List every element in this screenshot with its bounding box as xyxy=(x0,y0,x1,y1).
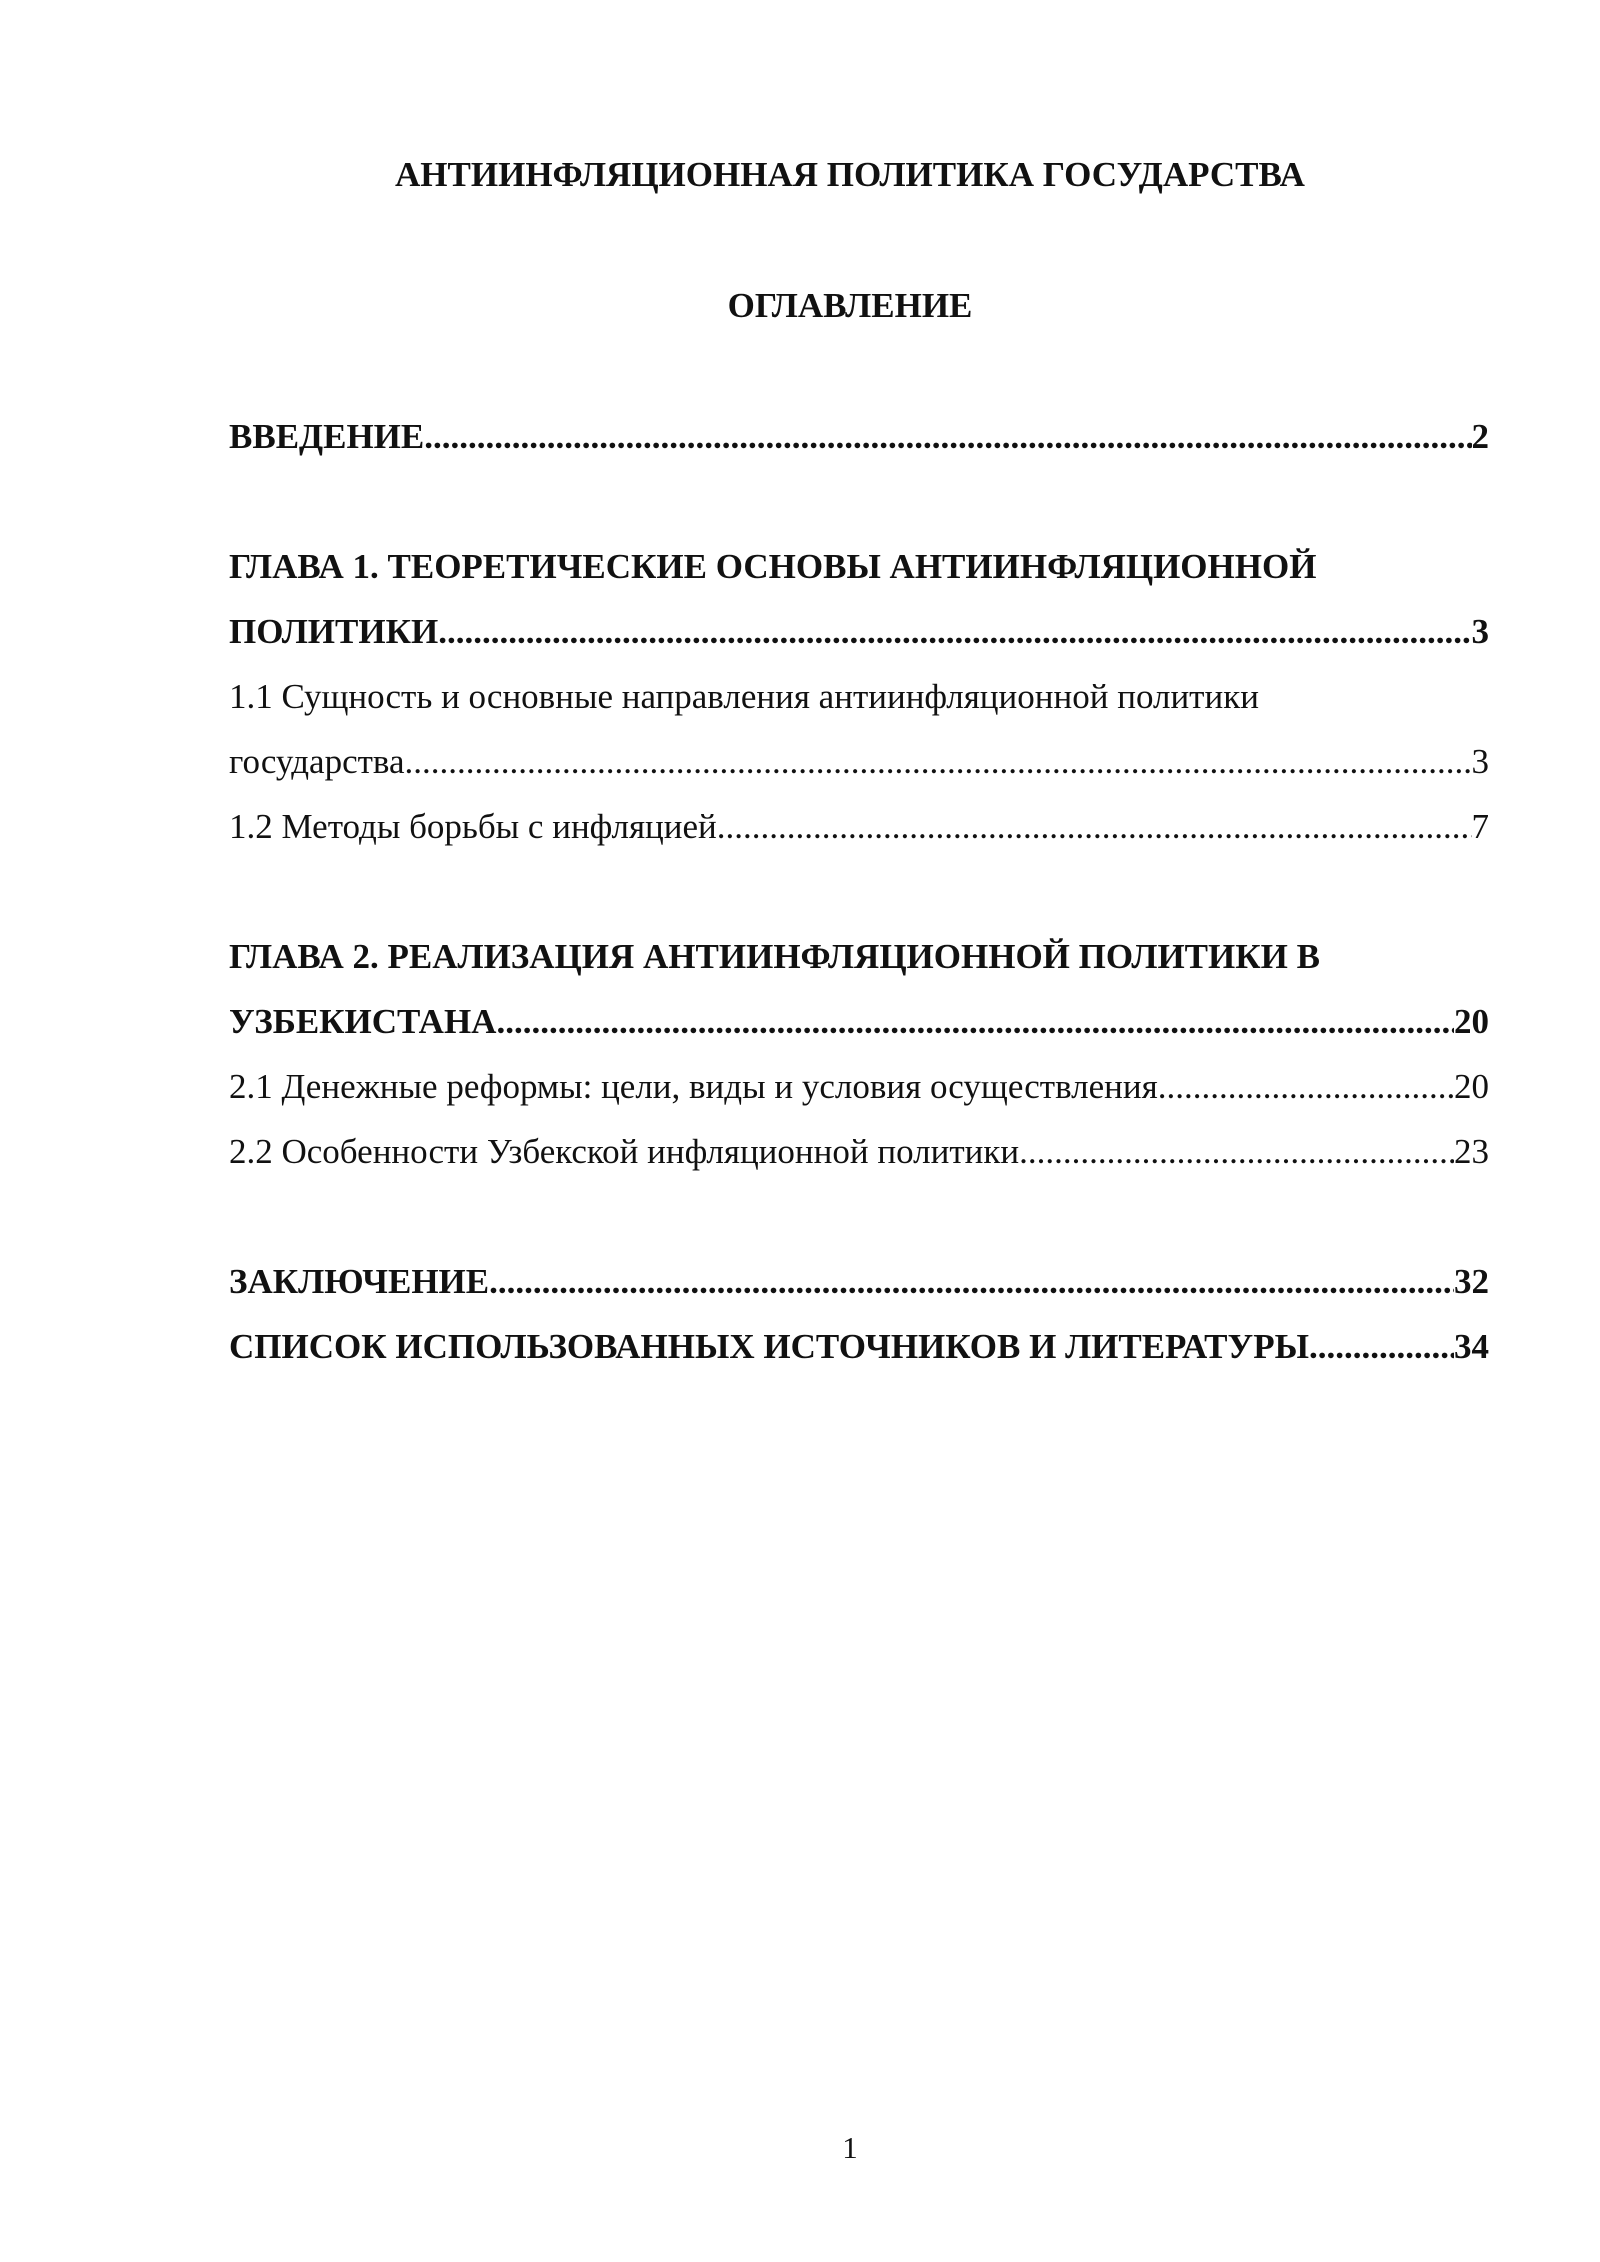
toc-heading: ОГЛАВЛЕНИЕ xyxy=(727,286,973,325)
dot-leader xyxy=(717,794,1472,859)
toc-page-number: 2 xyxy=(1471,417,1489,456)
dot-leader xyxy=(438,599,1471,664)
toc-page-number: 34 xyxy=(1454,1327,1489,1366)
toc-entry-section-1-1[interactable] xyxy=(229,729,1489,794)
toc-entry-introduction[interactable] xyxy=(229,404,1489,469)
dot-leader xyxy=(1019,1119,1454,1184)
spacer xyxy=(229,859,1489,924)
table-of-contents xyxy=(229,404,1489,1379)
toc-entry-label: ВВЕДЕНИЕ xyxy=(229,417,425,456)
dot-leader xyxy=(1158,1054,1454,1119)
toc-entry-label: ГЛАВА 1. ТЕОРЕТИЧЕСКИЕ ОСНОВЫ АНТИИНФЛЯЦИОННОЙ xyxy=(229,547,1317,586)
dot-leader xyxy=(424,404,1471,469)
toc-entry-section-1-1-line-1[interactable] xyxy=(229,664,1489,729)
toc-entry-label: ЗАКЛЮЧЕНИЕ xyxy=(229,1262,490,1301)
toc-entry-label: 1.1 Сущность и основные направления антиинфляционной политики xyxy=(229,677,1259,716)
toc-page-number: 20 xyxy=(1454,1067,1489,1106)
toc-page-number: 3 xyxy=(1471,612,1489,651)
toc-entry-section-2-1[interactable] xyxy=(229,1054,1489,1119)
toc-page-number: 7 xyxy=(1471,807,1489,846)
toc-entry-label: ПОЛИТИКИ xyxy=(229,612,439,651)
toc-entry-conclusion[interactable] xyxy=(229,1249,1489,1314)
toc-entry-label: государства xyxy=(229,742,405,781)
page-number: 1 xyxy=(842,2130,858,2165)
toc-page-number: 20 xyxy=(1454,1002,1489,1041)
toc-page-number: 23 xyxy=(1454,1132,1489,1171)
spacer xyxy=(229,1184,1489,1249)
toc-page-number: 32 xyxy=(1454,1262,1489,1301)
toc-entry-chapter-2[interactable] xyxy=(229,989,1489,1054)
toc-entry-chapter-2-line-1[interactable] xyxy=(229,924,1489,989)
toc-entry-references[interactable] xyxy=(229,1314,1489,1379)
dot-leader xyxy=(496,989,1454,1054)
toc-entry-section-2-2[interactable] xyxy=(229,1119,1489,1184)
toc-entry-label: ГЛАВА 2. РЕАЛИЗАЦИЯ АНТИИНФЛЯЦИОННОЙ ПОЛИТИКИ В xyxy=(229,937,1320,976)
spacer xyxy=(229,469,1489,534)
toc-entry-label: СПИСОК ИСПОЛЬЗОВАННЫХ ИСТОЧНИКОВ И ЛИТЕРАТУРЫ xyxy=(229,1327,1309,1366)
toc-entry-label: 1.2 Методы борьбы с инфляцией xyxy=(229,807,717,846)
toc-entry-label: УЗБЕКИСТАНА xyxy=(229,1002,497,1041)
toc-page-number: 3 xyxy=(1471,742,1489,781)
toc-entry-section-1-2[interactable] xyxy=(229,794,1489,859)
dot-leader xyxy=(405,729,1472,794)
toc-entry-chapter-1[interactable] xyxy=(229,599,1489,664)
toc-entry-label: 2.1 Денежные реформы: цели, виды и условия осуществления xyxy=(229,1067,1158,1106)
toc-entry-chapter-1-line-1[interactable] xyxy=(229,534,1489,599)
document-title: АНТИИНФЛЯЦИОННАЯ ПОЛИТИКА ГОСУДАРСТВА xyxy=(395,155,1305,194)
toc-entry-label: 2.2 Особенности Узбекской инфляционной политики xyxy=(229,1132,1020,1171)
dot-leader xyxy=(1309,1314,1454,1379)
dot-leader xyxy=(489,1249,1454,1314)
